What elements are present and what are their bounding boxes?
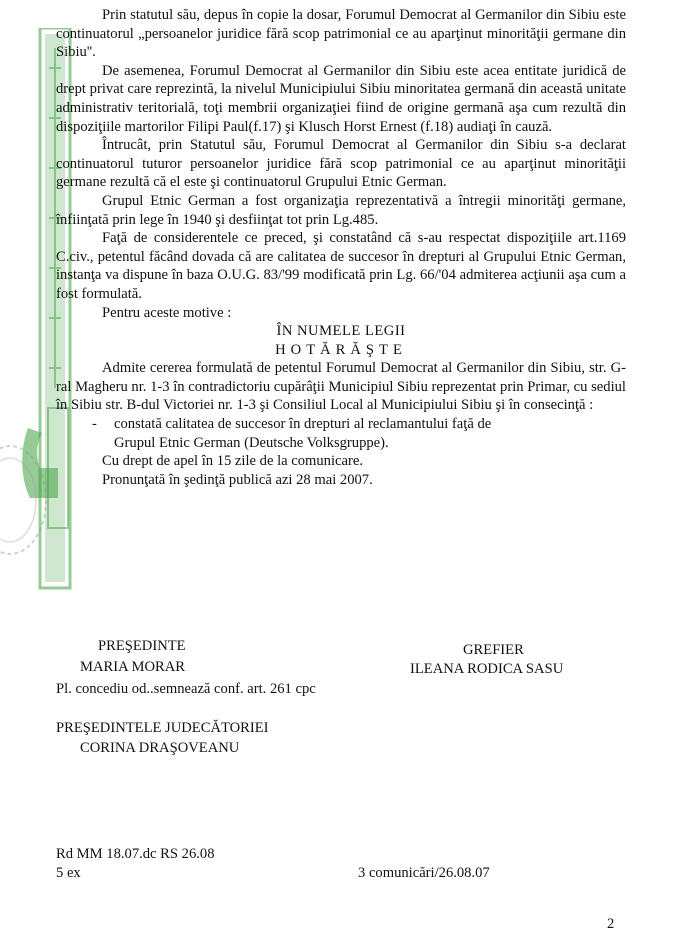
paragraph-pronuntata: Pronunţată în şedinţă publică azi 28 mai 2007. — [102, 471, 373, 488]
paragraph-motive: Pentru aceste motive : — [102, 304, 232, 321]
signature-grefier-title: GREFIER — [463, 642, 524, 658]
paragraph-entitate: De asemenea, Forumul Democrat al Germanilor din Sibiu este acea entitate juridică de drept privat care reprezintă, la nivelul Municipiului Sibiu minoritatea germană din această unitate administrativ teritorială, toţi membrii organizaţiei fiind de origine germană aşa cum rezultă din dispoziţiile martorilor Filipi Paul(f.17) şi Klusch Horst Ernest (f.18) audiaţi în cauză. — [56, 62, 626, 135]
footer-redactare: Rd MM 18.07.dc RS 26.08 — [56, 846, 215, 862]
signature-presedinte-title: PREŞEDINTE — [98, 638, 186, 654]
signature-grefier-name: ILEANA RODICA SASU — [410, 661, 564, 677]
signature-judecatorie-title: PREŞEDINTELE JUDECĂTORIEI — [56, 720, 269, 736]
paragraph-considerente: Faţă de considerentele ce preced, şi constatând că s-au respectat dispoziţiile art.1169 C.civ., petentul făcând dovada că are calitatea de succesor în drepturi al Grupului Etnic German, instanţa va dispune în baza O.U.G. 83/'99 modificată prin Lg. 66/'04 admiterea acţiunii aşa cum a fost formulată. — [56, 230, 626, 302]
signature-presedinte-name: MARIA MORAR — [80, 659, 186, 675]
bullet-dash: - — [92, 416, 97, 433]
bullet-item — [56, 415, 626, 434]
signature-judecatorie-name: CORINA DRAŞOVEANU — [80, 740, 240, 756]
court-seal — [0, 440, 50, 560]
bullet-text-line1: constată calitatea de succesor în drepturi al reclamantului faţă de — [114, 416, 492, 433]
bullet-text-line2: Grupul Etnic German (Deutsche Volksgruppe). — [114, 434, 389, 451]
document-body — [56, 6, 626, 489]
footer-exemplare: 5 ex — [56, 865, 81, 881]
paragraph-continuator: Întrucât, prin Statutul său, Forumul Democrat al Germanilor din Sibiu s-a declarat continuatorul tuturor persoanelor juridice fără scop patrimonial ce au aparţinut minorităţii germane rezultă că el este şi continuatorul Grupului Etnic German. — [56, 137, 626, 191]
signature-concediu-note: Pl. concediu od..semnează conf. art. 261 cpc — [56, 681, 316, 697]
paragraph-admite: Admite cererea formulată de petentul Forumul Democrat al Germanilor din Sibiu, str. G-ral Magheru nr. 1-3 în contradictoriu cupărâţii Municipiul Sibiu reprezentat prin Primar, cu sediul în Sibiu str. B-dul Victoriei nr. 1-3 şi Consiliul Local al Municipiului Sibiu şi în consecinţă : — [56, 360, 626, 414]
paragraph-apel: Cu drept de apel în 15 zile de la comunicare. — [102, 453, 363, 470]
paragraph-statut: Prin statutul său, depus în copie la dosar, Forumul Democrat al Germanilor din Sibiu este continuatorul „persoanelor juridice fără scop patrimonial ce au aparţinut minorităţii germane din Sibiu''. — [56, 7, 626, 61]
page-number: 2 — [607, 916, 615, 932]
heading-in-numele-legii: ÎN NUMELE LEGII — [276, 323, 406, 340]
paragraph-grupul-etnic: Grupul Etnic German a fost organizaţia reprezentativă a întregii minorităţi germane, înfiinţată prin lege în 1940 şi desfiinţat tot prin Lg.485. — [56, 192, 626, 228]
heading-hotaraste: HOTĂRĂŞTE — [275, 341, 407, 358]
footer-comunicari: 3 comunicări/26.08.07 — [358, 865, 490, 881]
